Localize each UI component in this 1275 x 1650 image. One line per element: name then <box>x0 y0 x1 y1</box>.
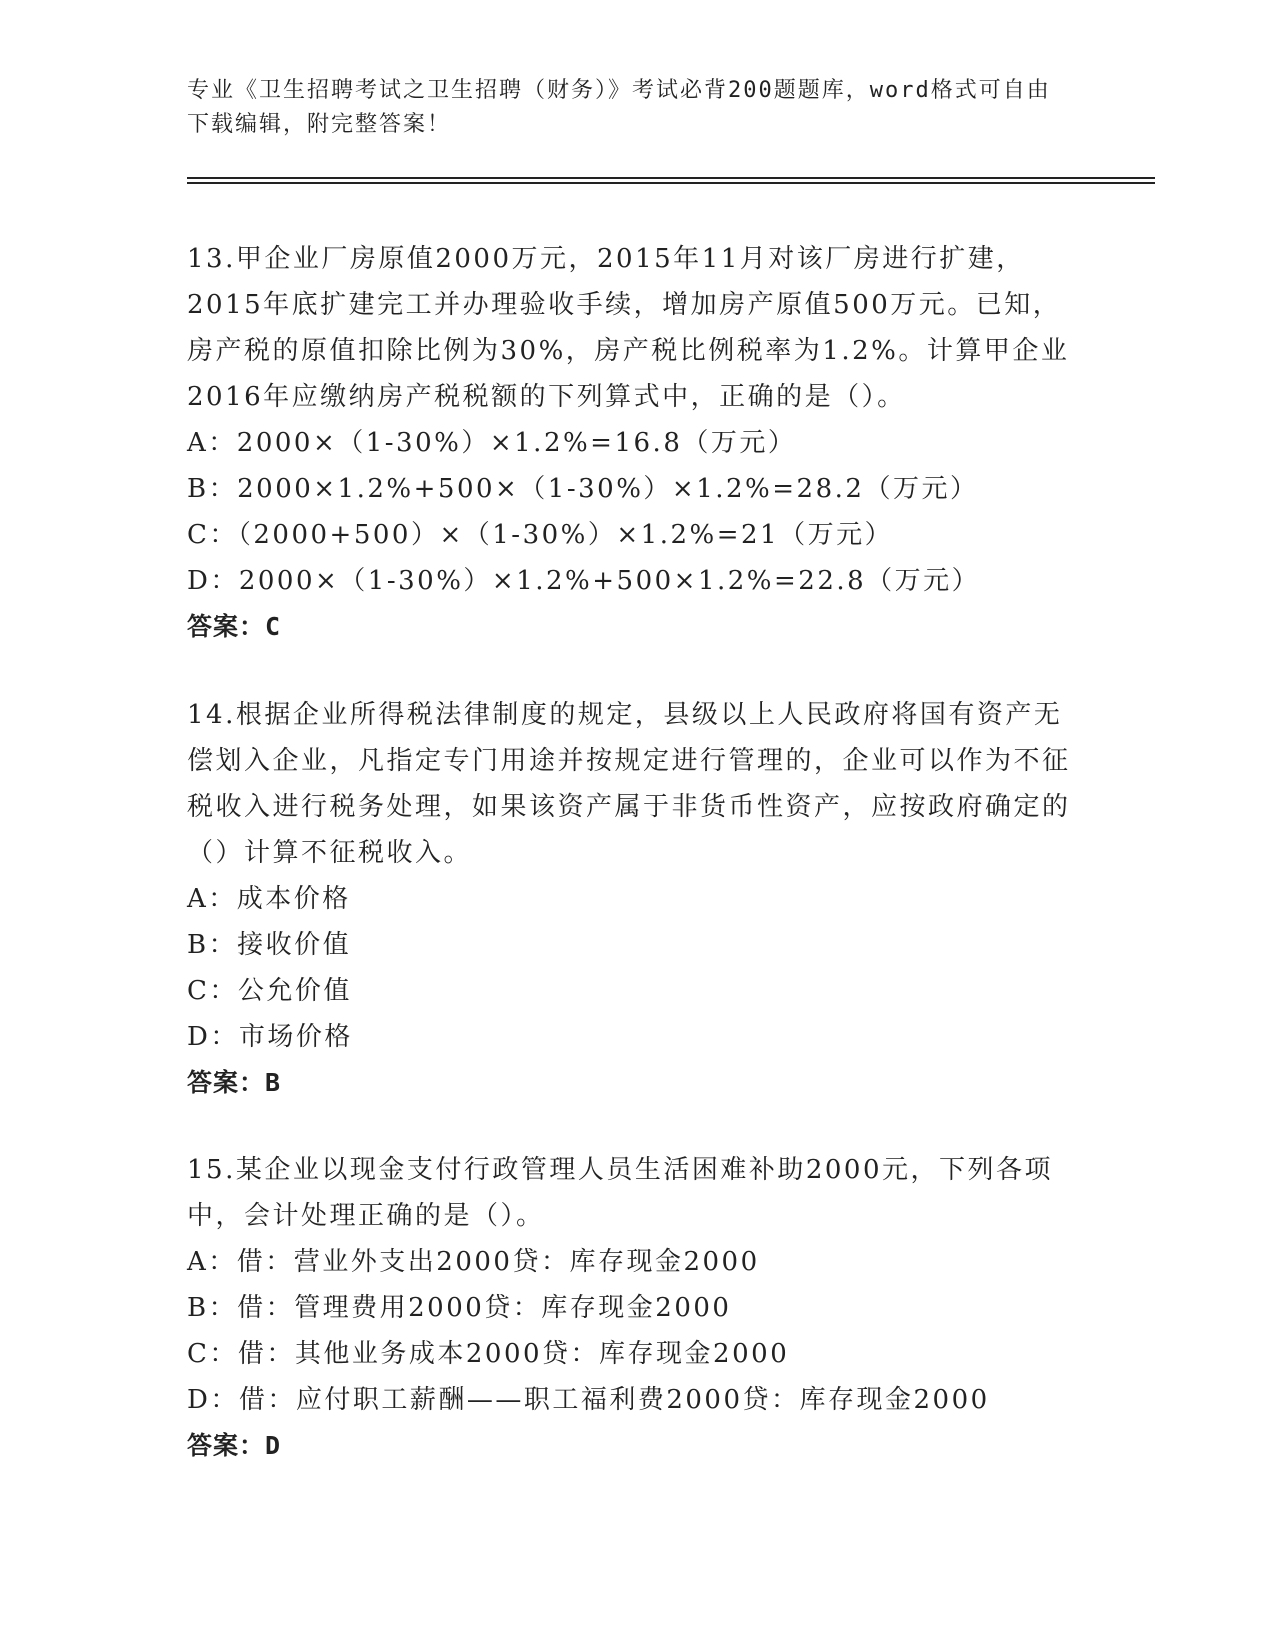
option-d: D：借：应付职工薪酬——职工福利费2000贷：库存现金2000 <box>187 1385 990 1415</box>
option-c: C：公允价值 <box>187 976 352 1006</box>
question-15 <box>187 1147 1087 1469</box>
question-stem: 15.某企业以现金支付行政管理人员生活困难补助2000元，下列各项中，会计处理正确的是（）。 <box>187 1155 1054 1231</box>
option-b: B：借：管理费用2000贷：库存现金2000 <box>187 1293 732 1323</box>
answer: 答案：C <box>187 612 282 641</box>
question-14 <box>187 692 1087 1106</box>
question-stem: 14.根据企业所得税法律制度的规定，县级以上人民政府将国有资产无偿划入企业，凡指定专门用途并按规定进行管理的，企业可以作为不征税收入进行税务处理，如果该资产属于非货币性资产，应按政府确定的（）计算不征税收入。 <box>187 700 1071 868</box>
option-a: A：2000×（1-30%）×1.2%=16.8（万元） <box>187 428 797 458</box>
answer: 答案：D <box>187 1431 282 1460</box>
answer: 答案：B <box>187 1068 282 1097</box>
header-divider-top <box>187 177 1155 179</box>
option-d: D：2000×（1-30%）×1.2%+500×1.2%=22.8（万元） <box>187 566 981 596</box>
option-a: A：成本价格 <box>187 884 351 914</box>
option-d: D：市场价格 <box>187 1022 353 1052</box>
question-13 <box>187 236 1087 650</box>
option-b: B：2000×1.2%+500×（1-30%）×1.2%=28.2（万元） <box>187 474 979 504</box>
document-header: 专业《卫生招聘考试之卫生招聘（财务）》考试必背200题题库，word格式可自由下载编辑，附完整答案！ <box>187 78 1051 137</box>
option-c: C：借：其他业务成本2000贷：库存现金2000 <box>187 1339 790 1369</box>
option-c: C：（2000+500）×（1-30%）×1.2%=21（万元） <box>187 520 894 550</box>
question-stem: 13.甲企业厂房原值2000万元，2015年11月对该厂房进行扩建，2015年底扩建完工并办理验收手续，增加房产原值500万元。已知，房产税的原值扣除比例为30%，房产税比例税率为1.2%。计算甲企业2016年应缴纳房产税税额的下列算式中，正确的是（）。 <box>187 244 1070 412</box>
header-divider-bottom <box>187 182 1155 184</box>
option-b: B：接收价值 <box>187 930 352 960</box>
option-a: A：借：营业外支出2000贷：库存现金2000 <box>187 1247 760 1277</box>
